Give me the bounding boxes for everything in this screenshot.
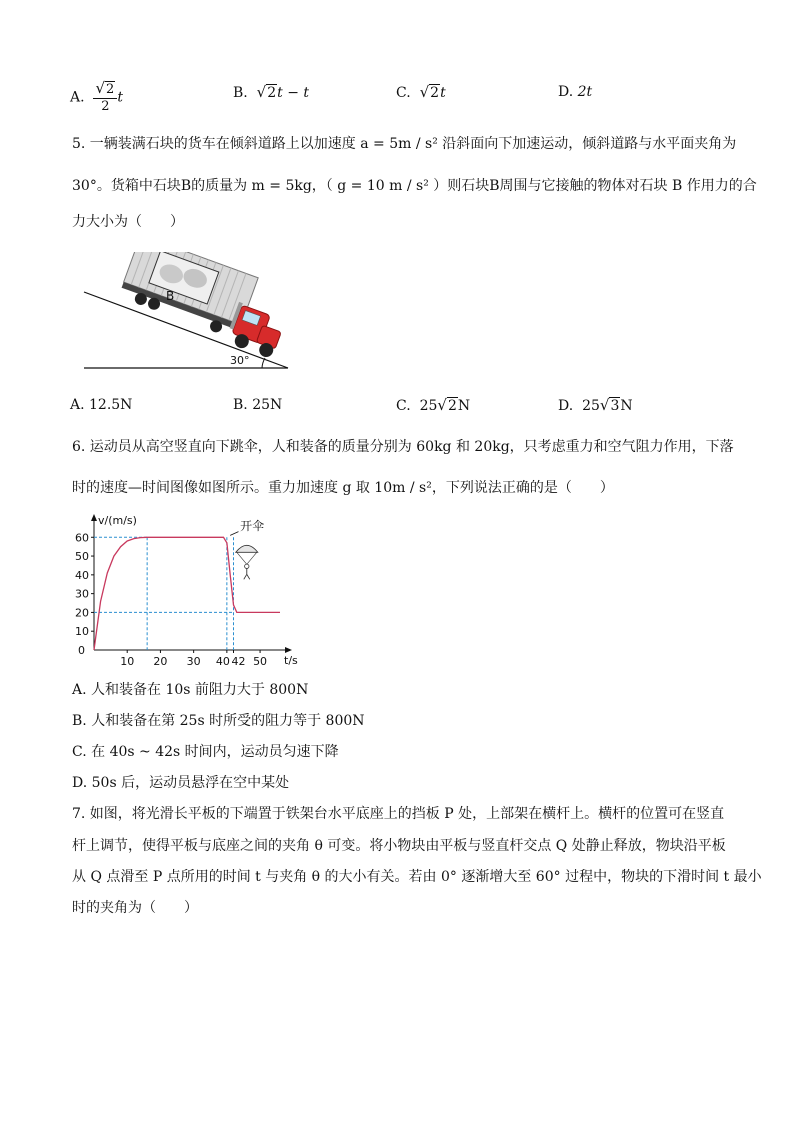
q4-option-c: C. √2t bbox=[396, 83, 446, 101]
parachutist-leg-icon bbox=[244, 574, 247, 579]
x-tick-label: 50 bbox=[253, 655, 268, 668]
x-tick-label: 40 bbox=[215, 655, 230, 668]
q5-option-b: B. 25N bbox=[233, 397, 283, 413]
annotation-label: 开伞 bbox=[240, 518, 265, 533]
q4-option-b: B. √2t − t bbox=[233, 83, 310, 101]
y-tick-label: 40 bbox=[75, 568, 89, 582]
fraction: $\frac{√2}{2}$ bbox=[93, 80, 117, 115]
stone-label: B bbox=[166, 289, 175, 303]
x-tick-label: 30 bbox=[186, 655, 201, 668]
angle-label: 30° bbox=[230, 354, 250, 367]
parachute-string-icon bbox=[247, 552, 257, 564]
x-tick-label: 20 bbox=[153, 655, 168, 668]
y-tick-label: 50 bbox=[75, 550, 89, 564]
annotation-pointer bbox=[230, 532, 238, 536]
parachute-string-icon bbox=[237, 552, 247, 564]
q4-option-a: A. $\frac{√2}{2}$ t bbox=[70, 79, 123, 114]
q5-option-d: D. 25√3N bbox=[558, 396, 633, 414]
velocity-curve bbox=[94, 537, 280, 650]
q6-line-2: 时的速度—时间图像如图所示。重力加速度 g 取 10m / s²，下列说法正确的是（ ） bbox=[72, 480, 614, 496]
q7-line-1: 7. 如图，将光滑长平板的下端置于铁架台水平底座上的挡板 P 处，上部架在横杆上。横杆的位置可在竖直 bbox=[72, 806, 725, 822]
parachute-icon bbox=[236, 545, 258, 552]
y-tick-label: 10 bbox=[75, 625, 89, 639]
q7-line-4: 时的夹角为（ ） bbox=[72, 900, 198, 916]
q5-line-2: 30°。货箱中石块B的质量为 m = 5kg，（ g = 10 m / s² ）则石块B周围与它接触的物体对石块 B 作用力的合 bbox=[72, 178, 757, 194]
q6-option-b: B. 人和装备在第 25s 时所受的阻力等于 800N bbox=[72, 713, 365, 729]
x-axis-label: t/s bbox=[284, 654, 298, 667]
q6-line-1: 6. 运动员从高空竖直向下跳伞，人和装备的质量分别为 60kg 和 20kg，只考虑重力和空气阻力作用，下落 bbox=[72, 439, 734, 455]
y-tick-label: 20 bbox=[75, 606, 89, 620]
q6-option-c: C. 在 40s ~ 42s 时间内，运动员匀速下降 bbox=[72, 744, 339, 760]
q5-line-1: 5. 一辆装满石块的货车在倾斜道路上以加速度 a = 5m / s² 沿斜面向下加速运动，倾斜道路与水平面夹角为 bbox=[72, 136, 737, 152]
y-axis-label: v/(m/s) bbox=[98, 514, 137, 527]
q7-line-2: 杆上调节，使得平板与底座之间的夹角 θ 可变。将小物块由平板与竖直杆交点 Q 处静止释放，物块沿平板 bbox=[72, 838, 726, 854]
truck-on-slope-figure bbox=[80, 252, 295, 372]
q6-option-d: D. 50s 后，运动员悬浮在空中某处 bbox=[72, 775, 290, 791]
x-tick-label: 10 bbox=[120, 655, 135, 668]
q6-option-a: A. 人和装备在 10s 前阻力大于 800N bbox=[72, 682, 309, 698]
q5-option-c: C. 25√2N bbox=[396, 396, 471, 414]
parachutist-head-icon bbox=[245, 564, 249, 568]
y-tick-label: 60 bbox=[75, 531, 89, 545]
x-axis-arrow bbox=[285, 647, 292, 653]
x-tick-label: 42 bbox=[231, 655, 246, 668]
q5-option-a: A. 12.5N bbox=[70, 397, 133, 413]
parachutist-leg-icon bbox=[247, 574, 250, 579]
q7-line-3: 从 Q 点滑至 P 点所用的时间 t 与夹角 θ 的大小有关。若由 0° 逐渐增大至 60° 过程中，物块的下滑时间 t 最小 bbox=[72, 869, 762, 885]
y-axis-arrow bbox=[91, 514, 97, 521]
velocity-time-chart bbox=[70, 510, 300, 670]
q4-option-d: D. 2t bbox=[558, 84, 593, 100]
y-tick-label: 30 bbox=[75, 587, 89, 601]
q5-line-3: 力大小为（ ） bbox=[72, 214, 184, 230]
origin-label: 0 bbox=[78, 644, 85, 657]
